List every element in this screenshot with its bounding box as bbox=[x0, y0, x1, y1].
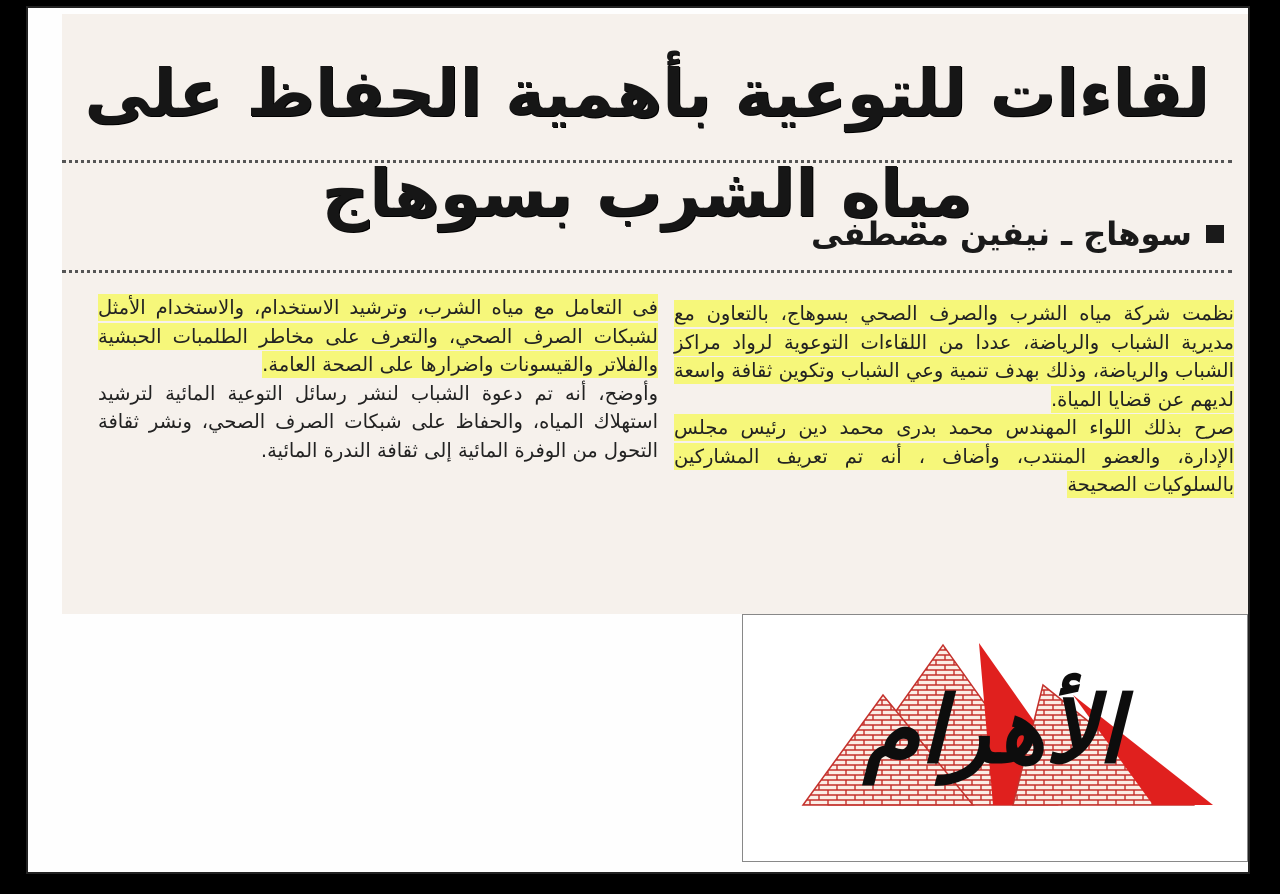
newspaper-page bbox=[26, 6, 1250, 874]
byline-text: سوهاج ـ نيفين مصطفى bbox=[810, 215, 1192, 253]
article-column-right bbox=[674, 300, 1234, 500]
article-headline: لقاءات للتوعية بأهمية الحفاظ على مياه الشرب بسوهاج bbox=[84, 55, 1210, 232]
highlighted-text: فى التعامل مع مياه الشرب، وترشيد الاستخدام، والاستخدام الأمثل لشبكات الصرف الصحي، والتعرف على مخاطر الطلمبات الحبشية والفلاتر والقيسونات واضرارها على الصحة العامة. bbox=[98, 296, 658, 376]
highlighted-text: صرح بذلك اللواء المهندس محمد بدرى محمد دين رئيس مجلس الإدارة، والعضو المنتدب، وأضاف ، أنه تم تعريف المشاركين بالسلوكيات الصحيحة bbox=[674, 416, 1234, 496]
paragraph bbox=[674, 300, 1234, 414]
ahram-logo-box bbox=[742, 614, 1248, 862]
dotted-divider bbox=[62, 270, 1232, 273]
article-clipping bbox=[62, 14, 1250, 614]
article-column-left bbox=[98, 294, 658, 465]
paragraph bbox=[674, 414, 1234, 500]
highlighted-text: نظمت شركة مياه الشرب والصرف الصحي بسوهاج، بالتعاون مع مديرية الشباب والرياضة، عددا من اللقاءات التوعوية لرواد مراكز الشباب والرياضة، وذلك بهدف تنمية وعي الشباب وتكوين ثقافة واسعة لديهم عن قضايا المياة. bbox=[674, 302, 1234, 411]
square-bullet-icon bbox=[1206, 225, 1224, 243]
article-byline bbox=[811, 210, 1224, 258]
paragraph: وأوضح، أنه تم دعوة الشباب لنشر رسائل التوعية المائية لترشيد استهلاك المياه، والحفاظ على شبكات الصرف الصحي، ونشر ثقافة التحول من الوفرة المائية إلى ثقافة الندرة المائية. bbox=[98, 381, 658, 462]
paragraph bbox=[98, 294, 658, 380]
dotted-divider bbox=[62, 160, 1232, 163]
ahram-logo-text: الأهرام bbox=[863, 676, 1123, 784]
